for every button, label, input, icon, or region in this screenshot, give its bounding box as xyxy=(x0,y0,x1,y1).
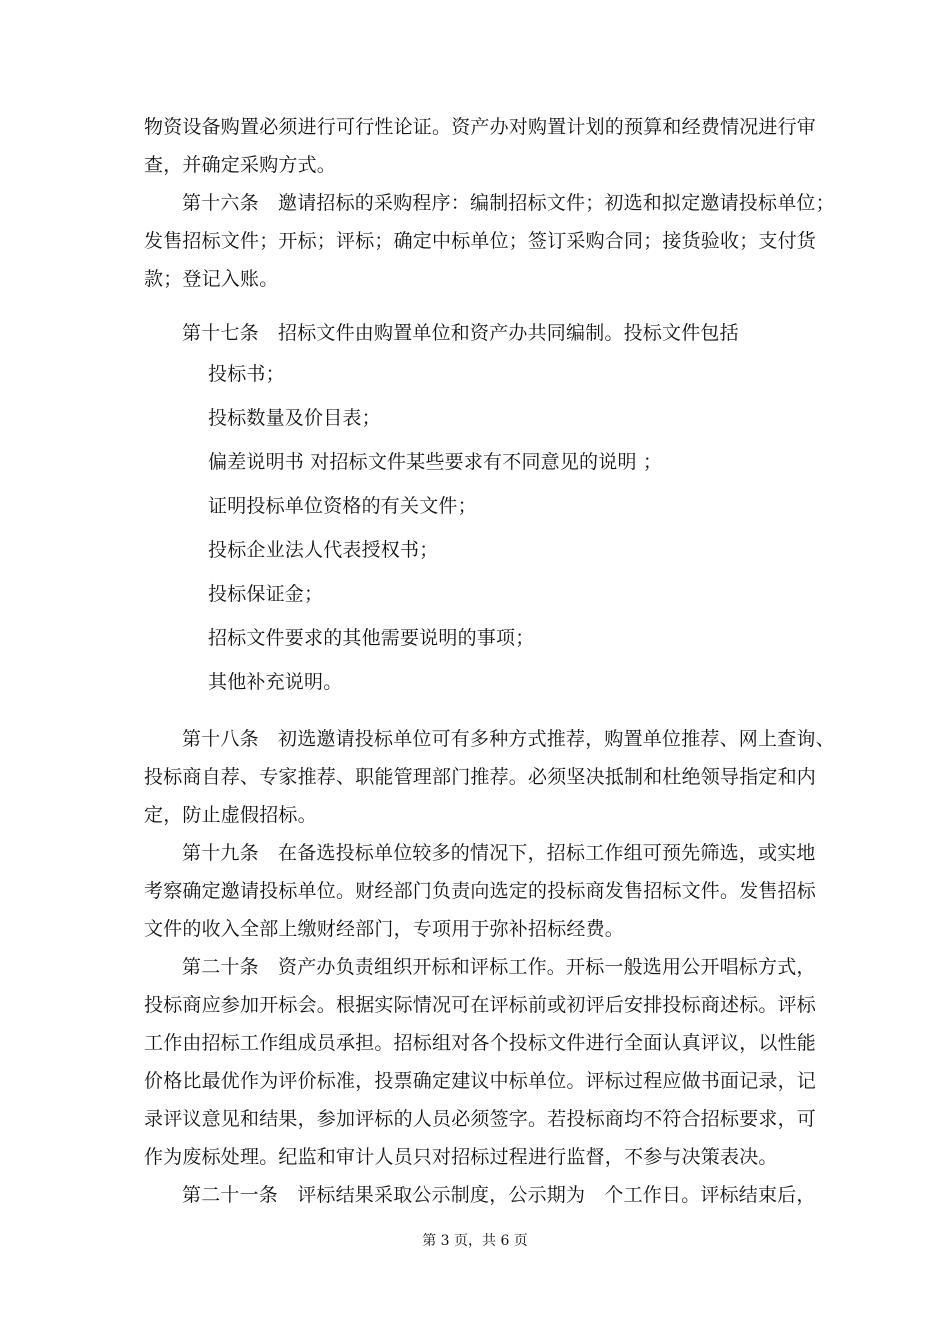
list-item: 投标保证金； xyxy=(208,583,324,605)
list-item: 偏差说明书 对招标文件某些要求有不同意见的说明 ； xyxy=(208,451,663,473)
body-line: 工作由招标工作组成员承担。招标组对各个投标文件进行全面认真评议，以性能 xyxy=(144,1032,817,1054)
body-line: 价格比最优作为评价标准，投票确定建议中标单位。评标过程应做书面记录，记 xyxy=(144,1070,817,1092)
article-17-heading-line: 第十七条 招标文件由购置单位和资产办共同编制。投标文件包括 xyxy=(182,322,739,344)
article-19-heading-line: 第十九条 在备选投标单位较多的情况下，招标工作组可预先筛选，或实地 xyxy=(182,842,816,864)
list-item: 招标文件要求的其他需要说明的事项； xyxy=(208,627,535,649)
body-line: 投标商自荐、专家推荐、职能管理部门推荐。必须坚决抵制和杜绝领导指定和内 xyxy=(144,766,817,788)
body-line: 投标商应参加开标会。根据实际情况可在评标前或初评后安排投标商述标。评标 xyxy=(144,994,817,1016)
body-line: 发售招标文件；开标；评标；确定中标单位；签订采购合同；接货验收；支付货 xyxy=(144,230,817,252)
body-line: 查，并确定采购方式。 xyxy=(144,154,337,176)
article-21-heading-line: 第二十一条 评标结果采取公示制度，公示期为 个工作日。评标结束后， xyxy=(182,1184,816,1206)
body-line: 款；登记入账。 xyxy=(144,268,279,290)
article-16-heading-line: 第十六条 邀请招标的采购程序：编制招标文件；初选和拟定邀请投标单位； xyxy=(182,192,835,214)
list-item: 其他补充说明。 xyxy=(208,671,343,693)
body-line: 物资设备购置必须进行可行性论证。资产办对购置计划的预算和经费情况进行审 xyxy=(144,116,817,138)
page-number-footer: 第 3 页，共 6 页 xyxy=(422,1233,528,1249)
body-line: 定，防止虚假招标。 xyxy=(144,804,317,826)
article-18-heading-line: 第十八条 初选邀请投标单位可有多种方式推荐，购置单位推荐、网上查询、 xyxy=(182,728,835,750)
body-line: 文件的收入全部上缴财经部门，专项用于弥补招标经费。 xyxy=(144,918,625,940)
article-20-heading-line: 第二十条 资产办负责组织开标和评标工作。开标一般选用公开唱标方式， xyxy=(182,956,816,978)
body-line: 录评议意见和结果，参加评标的人员必须签字。若投标商均不符合招标要求，可 xyxy=(144,1108,817,1130)
body-line: 作为废标处理。纪监和审计人员只对招标过程进行监督，不参与决策表决。 xyxy=(144,1146,778,1168)
list-item: 投标书； xyxy=(208,363,285,385)
list-item: 投标数量及价目表； xyxy=(208,407,381,429)
body-line: 考察确定邀请投标单位。财经部门负责向选定的投标商发售招标文件。发售招标 xyxy=(144,880,817,902)
list-item: 证明投标单位资格的有关文件； xyxy=(208,495,477,517)
list-item: 投标企业法人代表授权书； xyxy=(208,539,439,561)
